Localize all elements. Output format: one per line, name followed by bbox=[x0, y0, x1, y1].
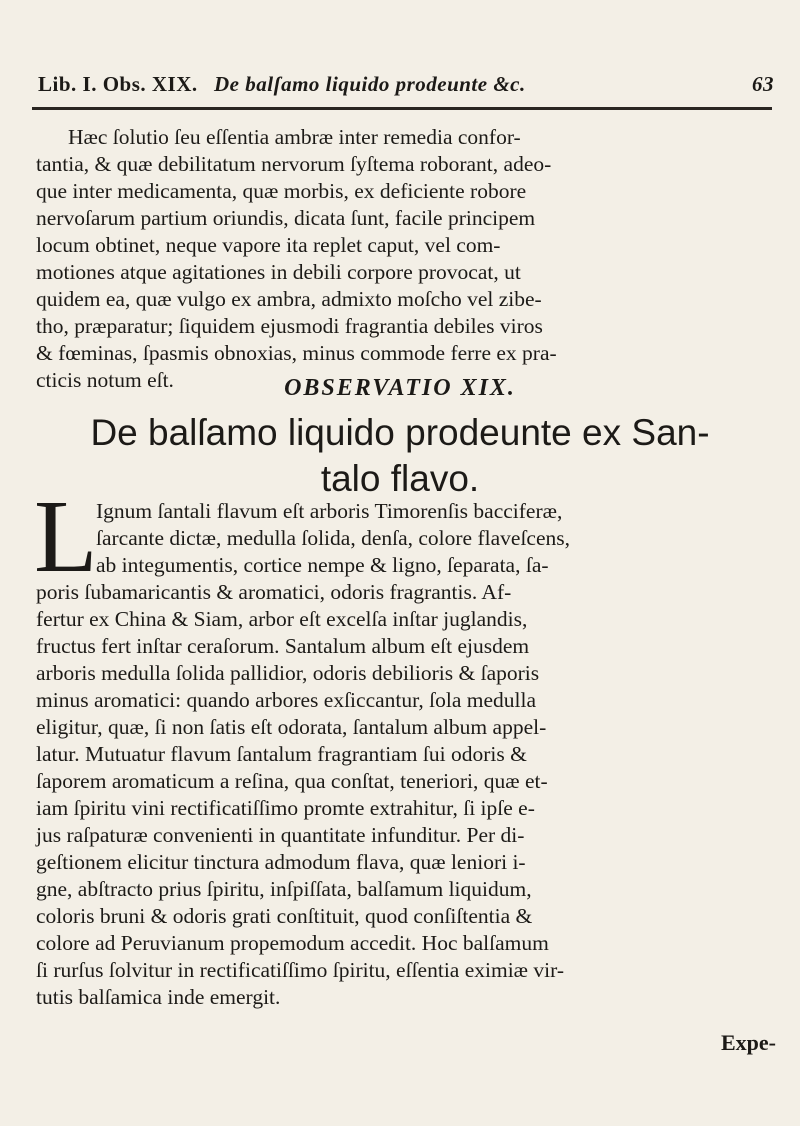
text-line: tantia, & quæ debilitatum nervorum ſyſtema roborant, adeo- bbox=[36, 152, 552, 176]
text-line: tutis balſamica inde emergit. bbox=[36, 985, 281, 1009]
text-line: quidem ea, quæ vulgo ex ambra, admixto moſcho vel zibe- bbox=[36, 287, 542, 311]
text-line: nervoſarum partium oriundis, dicata ſunt, facile principem bbox=[36, 206, 536, 230]
paragraph-1 bbox=[36, 124, 778, 394]
text-line: coloris bruni & odoris grati conſtituit, quod conſiſtentia & bbox=[36, 904, 533, 928]
text-line: ab integumentis, cortice nempe & ligno, ſeparata, ſa- bbox=[96, 553, 549, 577]
text-line: & fœminas, ſpasmis obnoxias, minus commode ferre ex pra- bbox=[36, 341, 557, 365]
page-number: 63 bbox=[752, 72, 774, 96]
catchword: Expe- bbox=[721, 1030, 776, 1055]
observation-heading: OBSERVATIO XIX. bbox=[284, 375, 516, 401]
text-line: cticis notum eſt. bbox=[36, 368, 174, 392]
text-line: que inter medicamenta, quæ morbis, ex deficiente robore bbox=[36, 179, 527, 203]
text-line: fructus fert inſtar ceraſorum. Santalum album eſt ejusdem bbox=[36, 634, 530, 658]
text-line: poris ſubamaricantis & aromatici, odoris fragrantis. Af- bbox=[36, 580, 512, 604]
text-line: iam ſpiritu vini rectificatiſſimo promte extrahitur, ſi ipſe e- bbox=[36, 796, 535, 820]
running-head-section: Lib. I. Obs. XIX. bbox=[38, 72, 198, 96]
drop-cap: L bbox=[34, 479, 98, 594]
paragraph-2 bbox=[34, 479, 778, 1011]
text-line: tho, præparatur; ſiquidem ejusmodi fragrantia debiles viros bbox=[36, 314, 543, 338]
text-line: ſaporem aromaticum a reſina, qua conſtat, teneriori, quæ et- bbox=[36, 769, 548, 793]
section-title bbox=[0, 410, 800, 502]
text-line: minus aromatici: quando arbores exſiccantur, ſola medulla bbox=[36, 688, 537, 712]
text-line: geſtionem elicitur tinctura admodum flava, quæ leniori i- bbox=[36, 850, 526, 874]
text-line: locum obtinet, neque vapore ita replet caput, vel com- bbox=[36, 233, 501, 257]
text-line: eligitur, quæ, ſi non ſatis eſt odorata, ſantalum album appel- bbox=[36, 715, 547, 739]
text-line: ſarcante dictæ, medulla ſolida, denſa, colore flaveſcens, bbox=[96, 526, 570, 550]
running-head-title: De balſamo liquido prodeunte &c. bbox=[214, 72, 526, 96]
title-line: talo flavo. bbox=[320, 458, 480, 499]
text-line: fertur ex China & Siam, arbor eſt excelſa inſtar juglandis, bbox=[36, 607, 528, 631]
text-line: latur. Mutuatur flavum ſantalum fragrantiam ſui odoris & bbox=[36, 742, 527, 766]
text-line: Ignum ſantali flavum eſt arboris Timorenſis bacciferæ, bbox=[96, 499, 563, 523]
text-line: motiones atque agitationes in debili corpore provocat, ut bbox=[36, 260, 521, 284]
text-line: arboris medulla ſolida pallidior, odoris debilioris & ſaporis bbox=[36, 661, 540, 685]
title-line: De balſamo liquido prodeunte ex San- bbox=[90, 412, 710, 453]
header-rule bbox=[32, 107, 772, 110]
text-line: ſi rurſus ſolvitur in rectificatiſſimo ſpiritu, eſſentia eximiæ vir- bbox=[36, 958, 564, 982]
running-head bbox=[38, 72, 780, 102]
text-line: jus raſpaturæ convenienti in quantitate infunditur. Per di- bbox=[36, 823, 525, 847]
text-line: colore ad Peruvianum propemodum accedit. Hoc balſamum bbox=[36, 931, 549, 955]
text-line: gne, abſtracto prius ſpiritu, inſpiſſata, balſamum liquidum, bbox=[36, 877, 532, 901]
text-line: Hæc ſolutio ſeu eſſentia ambræ inter remedia confor- bbox=[68, 125, 521, 149]
